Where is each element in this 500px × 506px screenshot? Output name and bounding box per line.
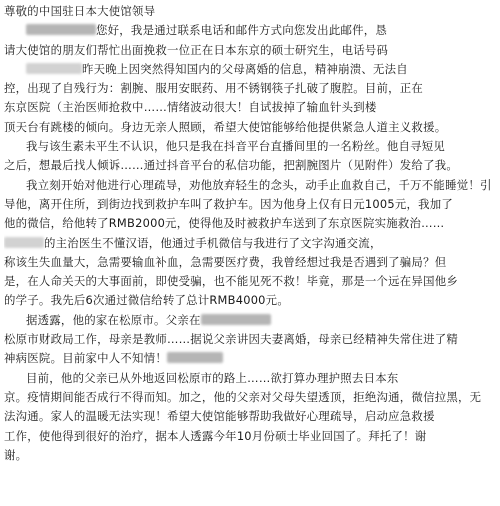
letter-line: 我立刻开始对他进行心理疏导，劝他放弃轻生的念头，动手止血救自己，千万不能睡觉！引 (26, 177, 492, 192)
letter-line: 谢。 (4, 447, 28, 462)
letter-line: 是，在人命关天的大事面前，即使受骗，也不能见死不救！毕竟，那是一个远在异国他乡 (4, 274, 458, 289)
redaction-blur (167, 352, 223, 363)
letter-line: 我与该生素未平生不认识，他只是我在抖音平台直播间里的一名粉丝。他自寻短见 (26, 139, 446, 154)
letter-line: 松原市财政局工作，母亲是教师……据说父亲讲因夫妻离婚，母亲已经精神失常住进了精 (4, 332, 458, 347)
letter-line: 东京医院（主治医师抢救中……情绪波动很大！自试拔掉了输血针头到楼 (4, 100, 377, 115)
letter-document (4, 2, 496, 465)
letter-line: 目前，他的父亲已从外地返回松原市的路上……欲打算办理护照去日本东 (26, 370, 399, 385)
redaction-blur (26, 63, 82, 74)
letter-line: 的主治医生不懂汉语，他通过手机微信与我进行了文字沟通交流， (4, 234, 496, 253)
letter-greeting: 尊敬的中国驻日本大使馆领导 (4, 4, 156, 18)
letter-line: 请大使馆的朋友们帮忙出面挽救一位正在日本东京的硕士研究生，电话号码 (4, 42, 389, 57)
letter-line: 据透露，他的家在松原市。父亲在 (4, 311, 496, 330)
redaction-blur (4, 237, 44, 248)
letter-line: 昨天晚上因突然得知国内的父母离婚的信息，精神崩溃、无法自 (4, 60, 496, 79)
letter-line: 法沟通。家人的温暖无法实现！希望大使馆能够帮助我做好心理疏导，启动应急救援 (4, 409, 435, 424)
letter-line: 您好，我是通过联系电话和邮件方式向您发出此邮件，恳 (4, 21, 496, 40)
letter-line: 顶天台有跳楼的倾向。身边无亲人照顾，希望大使馆能够给他提供紧急人道主义救援。 (4, 119, 447, 134)
letter-line: 导他，离开住所，到街边找到救护车叫了救护车。因为他身上仅有日元1005元，我加了 (4, 196, 454, 211)
letter-line: 称该生失血量大，急需要输血补血，急需要医疗费，我曾经想过我是否遇到了骗局？但 (4, 254, 447, 269)
letter-line: 之后，想最后找人倾诉……通过抖音平台的私信功能，把割腕图片（见附件）发给了我。 (4, 158, 458, 173)
letter-line: 神病医院。目前家中人不知情！ (4, 349, 496, 368)
letter-line: 他的微信，给他转了RMB2000元，使得他及时被救护车送到了东京医院实施救治…… (4, 216, 445, 231)
redaction-blur (26, 24, 96, 35)
redaction-blur (201, 314, 271, 325)
letter-line: 的学子。我先后6次通过微信给转了总计RMB4000元。 (4, 293, 289, 308)
letter-line: 工作，使他得到很好的治疗，据本人透露今年10月份硕士毕业回国了。拜托了！谢 (4, 428, 427, 443)
letter-line: 京。疫情期间能否成行不得而知。加之，他的父亲对父母失望透顶，拒绝沟通，微信拉黑，无 (4, 389, 482, 404)
letter-line: 控，出现了自残行为：割腕、服用安眠药、用不锈钢筷子扎破了腹腔。目前，正在 (4, 81, 424, 96)
